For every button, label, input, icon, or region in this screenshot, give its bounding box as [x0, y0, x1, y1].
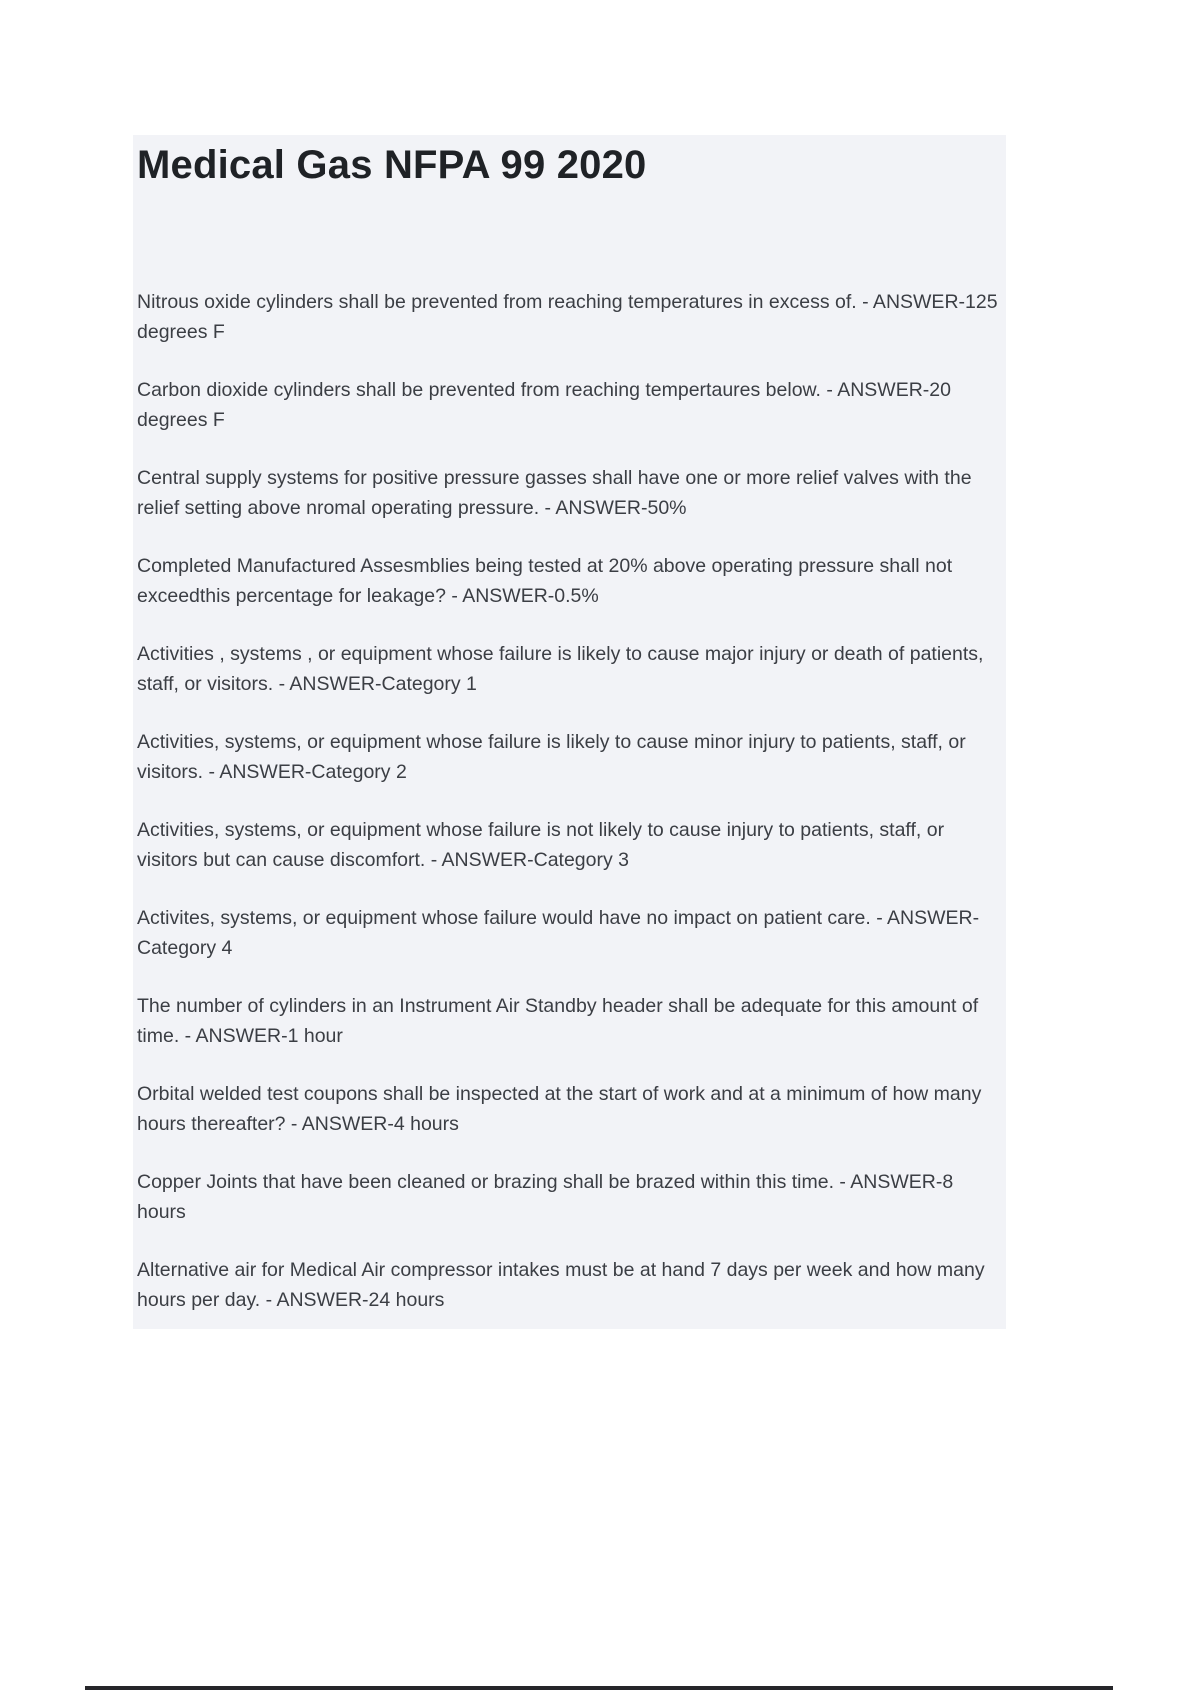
qa-paragraph: Central supply systems for positive pressure gasses shall have one or more relief valves with the relief setting above nromal operating pressure. - ANSWER-50%	[137, 467, 972, 519]
qa-paragraph: Carbon dioxide cylinders shall be prevented from reaching tempertaures below. - ANSWER-20 degrees F	[137, 379, 951, 431]
qa-paragraph: Activities , systems , or equipment whose failure is likely to cause major injury or death of patients, staff, or visitors. - ANSWER-Category 1	[137, 643, 984, 695]
qa-paragraph: Orbital welded test coupons shall be inspected at the start of work and at a minimum of how many hours thereafter? - ANSWER-4 hours	[137, 1083, 982, 1135]
document-content-block	[133, 135, 1006, 1329]
document-title: Medical Gas NFPA 99 2020	[137, 143, 647, 187]
qa-paragraph: Activities, systems, or equipment whose failure is not likely to cause injury to patients, staff, or visitors but can cause discomfort. - ANSWER-Category 3	[137, 819, 945, 871]
qa-paragraph: The number of cylinders in an Instrument Air Standby header shall be adequate for this amount of time. - ANSWER-1 hour	[137, 995, 979, 1047]
page-bottom-divider	[85, 1686, 1113, 1690]
qa-paragraph: Copper Joints that have been cleaned or brazing shall be brazed within this time. - ANSWER-8 hours	[137, 1171, 954, 1223]
qa-paragraph: Nitrous oxide cylinders shall be prevented from reaching temperatures in excess of. - ANSWER-125 degrees F	[137, 291, 998, 343]
qa-paragraph: Activities, systems, or equipment whose failure is likely to cause minor injury to patients, staff, or visitors. - ANSWER-Category 2	[137, 731, 966, 783]
qa-paragraph: Activites, systems, or equipment whose failure would have no impact on patient care. - ANSWER-Category 4	[137, 907, 980, 959]
qa-paragraph: Alternative air for Medical Air compressor intakes must be at hand 7 days per week and how many hours per day. - ANSWER-24 hours	[137, 1259, 985, 1311]
qa-paragraph: Completed Manufactured Assesmblies being tested at 20% above operating pressure shall not exceedthis percentage for leakage? - ANSWER-0.5%	[137, 555, 953, 607]
